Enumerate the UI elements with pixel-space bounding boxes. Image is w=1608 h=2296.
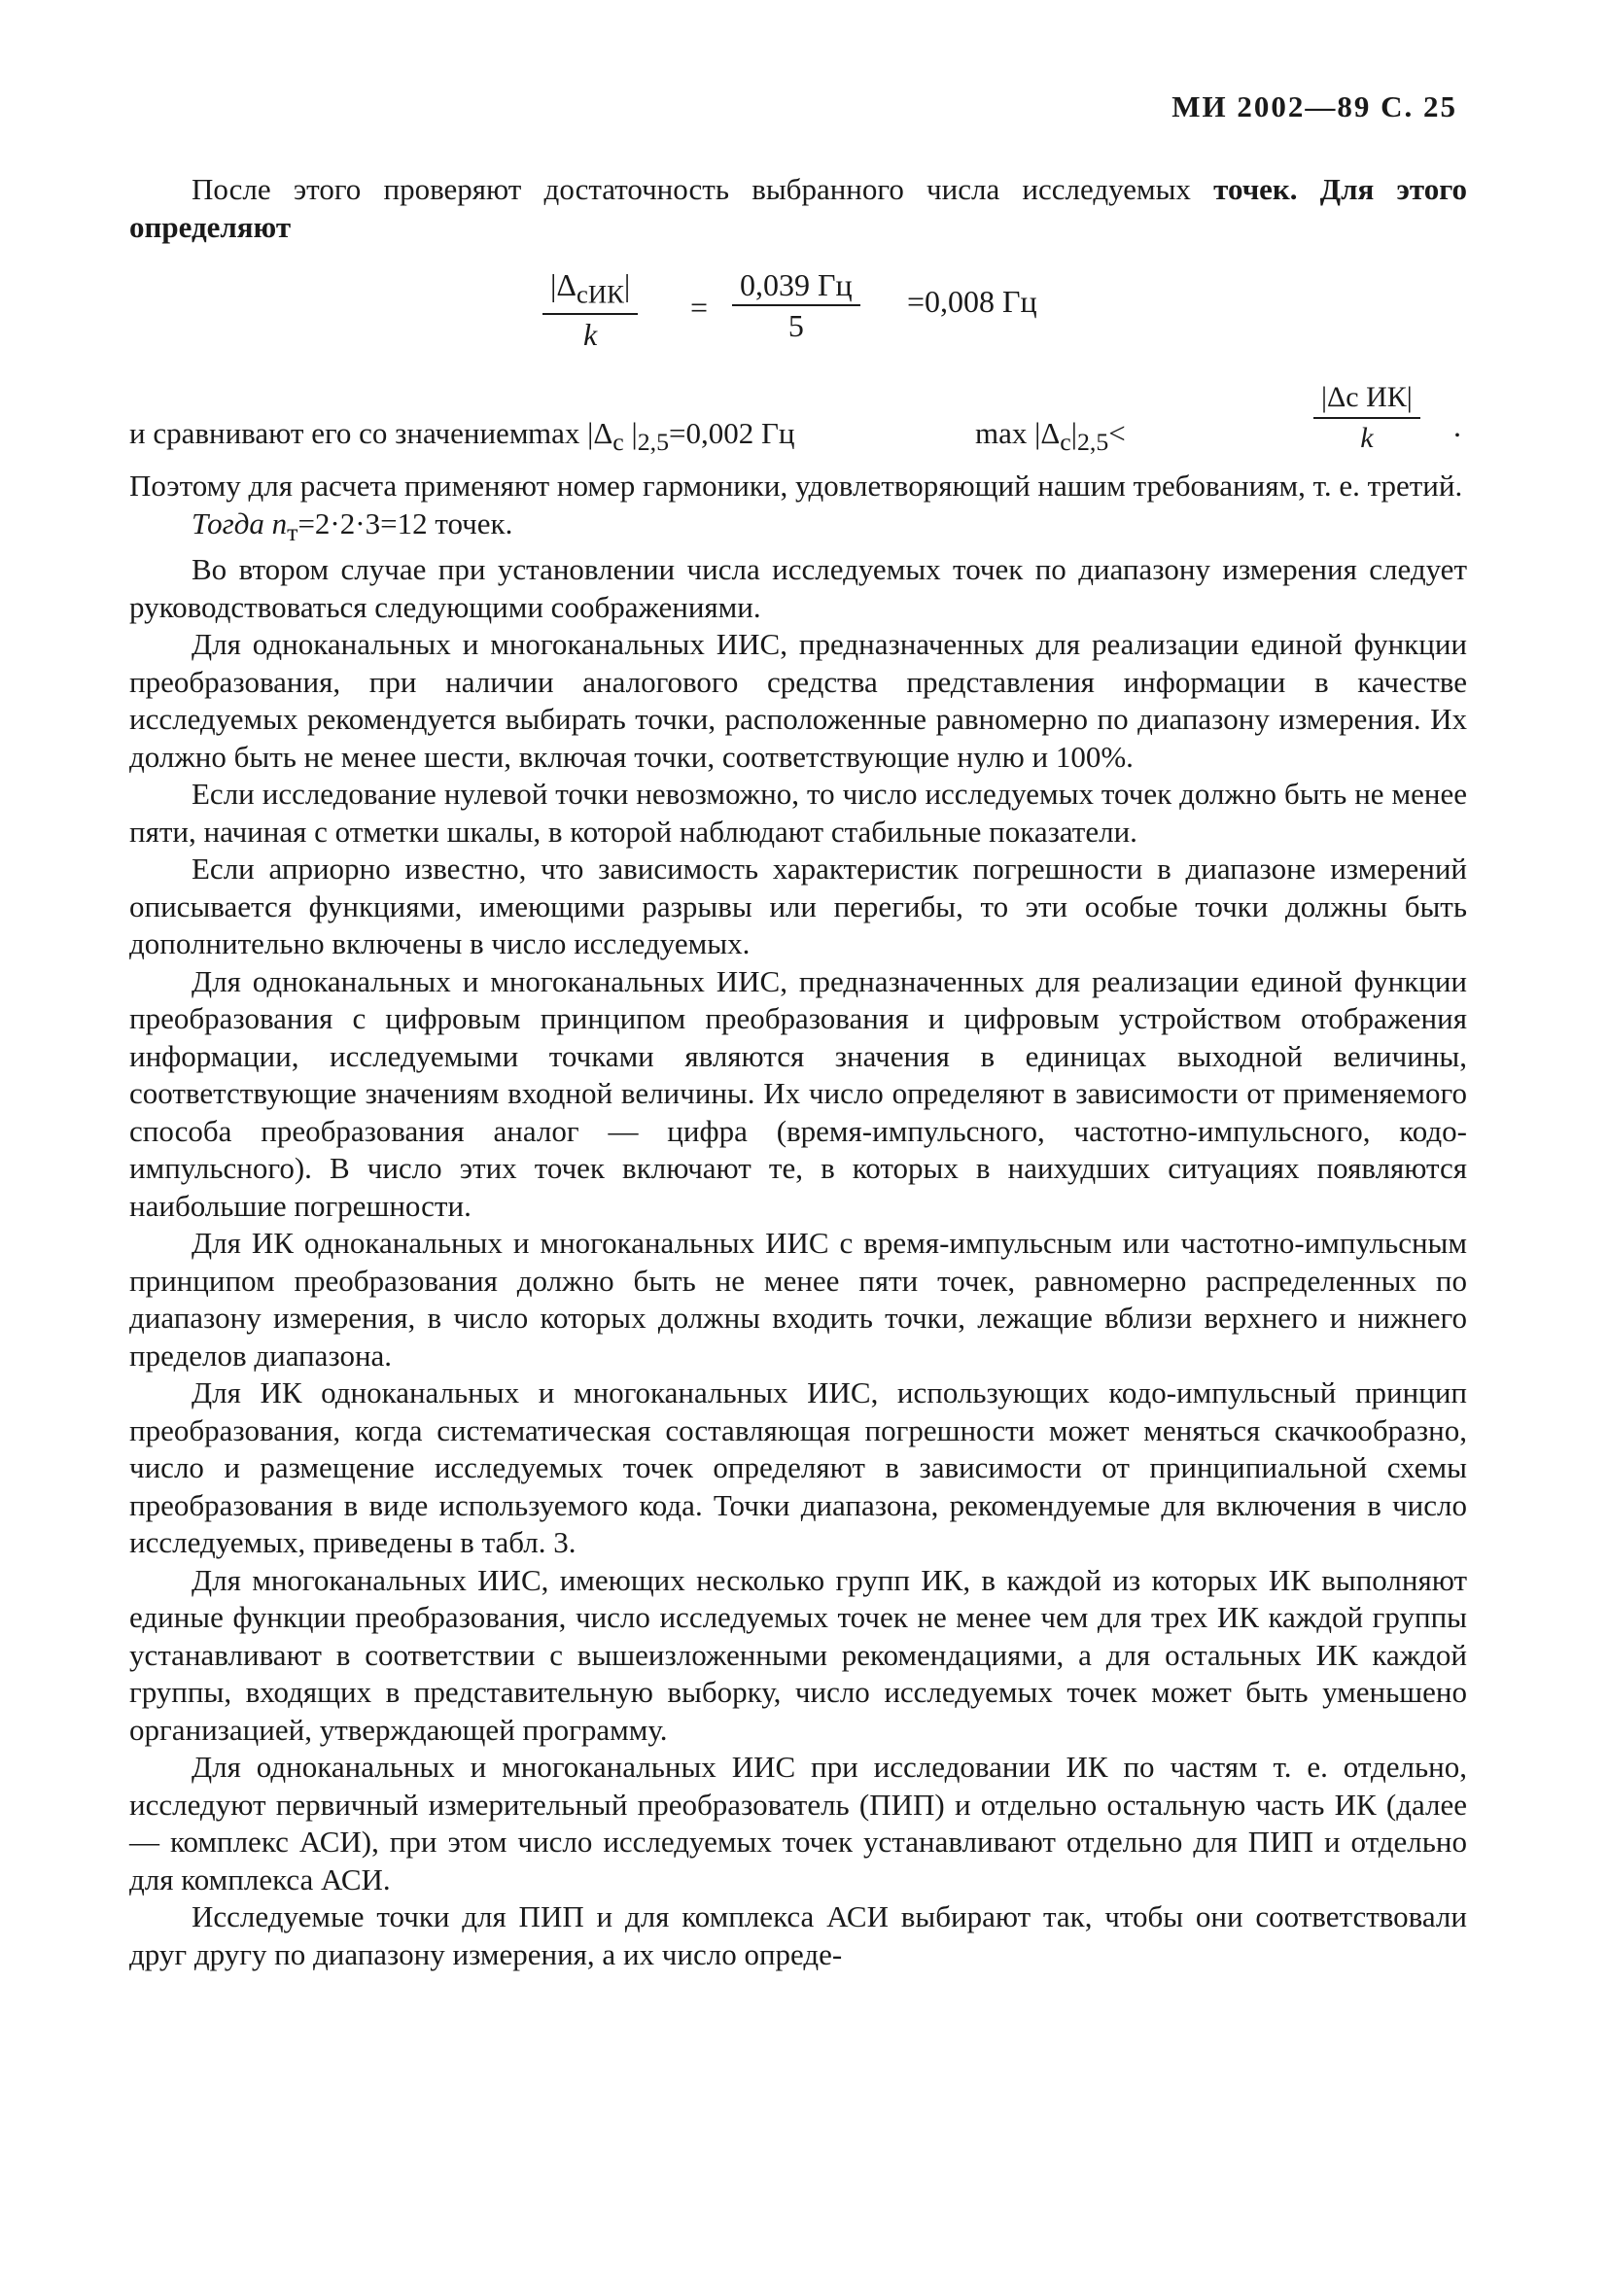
equals-sign: = [690,290,709,325]
fraction-delta-sik: |Δс ИК| k [1313,378,1420,458]
paragraph: Для ИК одноканальных и многоканальных ИИС с время-импульсным или частотно-импульсным принципом преобразования должно быть не менее пяти точек, равномерно распределенных по диапазону измерения, в число которых должны входить точки, лежащие вблизи верхнего и нижнего пределов диапазона. [129,1226,1467,1373]
paragraph: Исследуемые точки для ПИП и для комплекса АСИ выбирают так, чтобы они соответствовали друг другу по диапазону измерения, а их число опреде- [129,1899,1467,1971]
formula-ratio [129,246,1467,378]
paragraph: Для ИК одноканальных и многоканальных ИИС, использующих кодо-импульсный принцип преобразования, когда систематическая составляющая погрешности может меняться скачкообразно, число и размещение исследуемых точек определяют в зависимости от принципиальной схемы преобразования в виде используемого кода. Точки диапазона, рекомендуемые для включения в число исследуемых, приведены в табл. 3. [129,1375,1467,1560]
comparison-line: и сравнивают его со значением $\max |\Delta_с$ $|_{2,5}=0,002$ Гц $\max |\Delta_с|_{2,5}<$ |Δс ИК| k . [129,378,1467,468]
paragraph-tonda: Тогда $n_т=2\cdot 2\cdot 3=12$ точек. [192,505,513,546]
running-header: МИ 2002—89 С. 25 [1171,89,1457,123]
comparison-text: и сравнивают его со значением [129,416,529,450]
paragraph: Во втором случае при установлении числа исследуемых точек по диапазону измерения следует руководствоваться следующими соображениями. [129,552,1467,624]
formula-result: =0,008 Гц [907,284,1037,319]
paragraph: Если априорно известно, что зависимость характеристик погрешности в диапазоне измерений описывается функциями, имеющими разрывы или перегибы, то эти особые точки должны быть дополнительно включены в число исследуемых. [129,852,1467,961]
intro-bold-tail: Для этого определяют [129,172,1468,244]
paragraph: Если исследование нулевой точки невозможно, то число исследуемых точек должно быть не менее пяти, начиная с отметки шкалы, в которой наблюдают стабильные показатели. [129,777,1467,849]
max-expression-2: $\max |\Delta_с|_{2,5}<$ [975,416,1126,457]
paragraph: Поэтому для расчета применяют номер гармоники, удовлетворяющий нашим требованиям, т. е. третий. [129,469,1463,503]
fraction-value: 0,039 Гц 5 [732,265,860,345]
fraction-delta-over-k: $|\Delta_{сИК}|$ k [542,265,638,354]
paragraph: Для одноканальных и многоканальных ИИС при исследовании ИК по частям т. е. отдельно, исследуют первичный измерительный преобразователь (ПИП) и отдельно остальную часть ИК (далее — комплекс АСИ), при этом число исследуемых точек устанавливают отдельно для ПИП и отдельно для комплекса АСИ. [129,1750,1467,1896]
intro-bold: точек. [1213,172,1298,206]
paragraph: Для одноканальных и многоканальных ИИС, предназначенных для реализации единой функции преобразования с цифровым принципом преобразования и цифровым устройством отображения информации, исследуемыми точками являются значения в единицах выходной величины, соответствующие значениям входной величины. Их число определяют в зависимости от применяемого способа преобразования аналог — цифра (время-импульсного, частотно-импульсного, кодо-импульсного). В число этих точек включают те, в которых в наихудших ситуациях появляются наибольшие погрешности. [129,963,1467,1223]
intro-paragraph [129,171,1467,246]
intro-text: После этого проверяют достаточность выбранного числа исследуемых [192,172,1214,206]
max-expression-1: $\max |\Delta_с$ $|_{2,5}=0,002$ Гц [528,416,795,457]
paragraph: Для одноканальных и многоканальных ИИС, предназначенных для реализации единой функции преобразования, при наличии аналогового средства представления информации в качестве исследуемых рекомендуется выбирать точки, расположенные равномерно по диапазону измерения. Их должно быть не менее шести, включая точки, соответствующие нулю и 100%. [129,627,1467,774]
body-text [129,171,1467,1973]
paragraph: Для многоканальных ИИС, имеющих несколько групп ИК, в каждой из которых ИК выполняют единые функции преобразования, число исследуемых точек не менее чем для трех ИК каждой группы устанавливают в соответствии с вышеизложенными рекомендациями, а для остальных ИК каждой группы, входящих в представительную выборку, число исследуемых точек может быть уменьшено организацией, утверждающей программу. [129,1562,1467,1747]
